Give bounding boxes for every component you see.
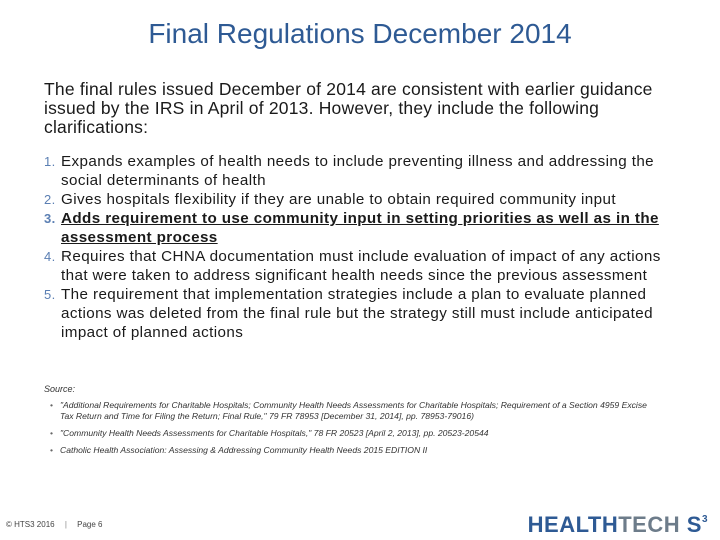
source-label: Source: — [44, 384, 76, 394]
list-item-text: Expands examples of health needs to include preventing illness and addressing the social determinants of health — [61, 153, 655, 189]
list-item-text: The requirement that implementation strategies include a plan to evaluate planned actions was deleted from the final rule but the strategy still must include anticipated impact of planned actions — [61, 286, 653, 341]
list-number: 4. — [44, 249, 56, 264]
logo-tech: TECH — [618, 512, 681, 537]
list-number: 5. — [44, 287, 56, 302]
footer-separator: | — [64, 520, 67, 529]
source-item — [50, 400, 660, 422]
slide-title: Final Regulations December 2014 — [148, 18, 572, 49]
source-item — [50, 445, 660, 456]
list-number: 1. — [44, 154, 56, 169]
list-item — [44, 152, 684, 190]
logo-superscript: 3 — [701, 513, 708, 525]
list-item — [44, 247, 684, 285]
page-number: Page 6 — [77, 520, 103, 529]
list-number: 2. — [44, 192, 56, 207]
list-item-highlighted — [44, 209, 684, 247]
healthtech-logo — [528, 512, 708, 538]
bullet-icon: • — [50, 428, 54, 438]
intro-paragraph: The final rules issued December of 2014 are consistent with earlier guidance issued by the IRS in April of 2013. However, they include the following clarifications: — [44, 79, 653, 137]
bullet-icon: • — [50, 400, 54, 410]
source-text: Catholic Health Association: Assessing & Addressing Community Health Needs 2015 EDITION II — [60, 445, 428, 455]
source-list — [50, 400, 660, 462]
footer — [6, 520, 103, 529]
source-text: "Community Health Needs Assessments for Charitable Hospitals," 78 FR 20523 [April 2, 2013], pp. 20523-20544 — [60, 428, 489, 438]
bullet-icon: • — [50, 445, 54, 455]
list-item-text: Requires that CHNA documentation must include evaluation of impact of any actions that were taken to address significant health needs since the previous assessment — [61, 248, 661, 284]
logo-health: HEALTH — [527, 512, 619, 537]
source-item — [50, 428, 660, 439]
list-item-text: Adds requirement to use community input in setting priorities as well as in the assessment process — [61, 210, 659, 246]
clarifications-list — [44, 152, 684, 342]
list-item — [44, 285, 684, 342]
logo-s: S — [686, 512, 702, 537]
list-item — [44, 190, 684, 209]
list-number: 3. — [44, 211, 56, 226]
list-item-text: Gives hospitals flexibility if they are unable to obtain required community input — [61, 191, 616, 208]
source-text: "Additional Requirements for Charitable Hospitals; Community Health Needs Assessments for Charitable Hospitals; Requirement of a Section 4959 Excise Tax Return and Time for Filing the Return; Final Rule," 79 FR 78953 [December 31, 2014], pp. 78953-79016) — [60, 400, 647, 421]
footer-copyright: © HTS3 2016 — [6, 520, 55, 529]
